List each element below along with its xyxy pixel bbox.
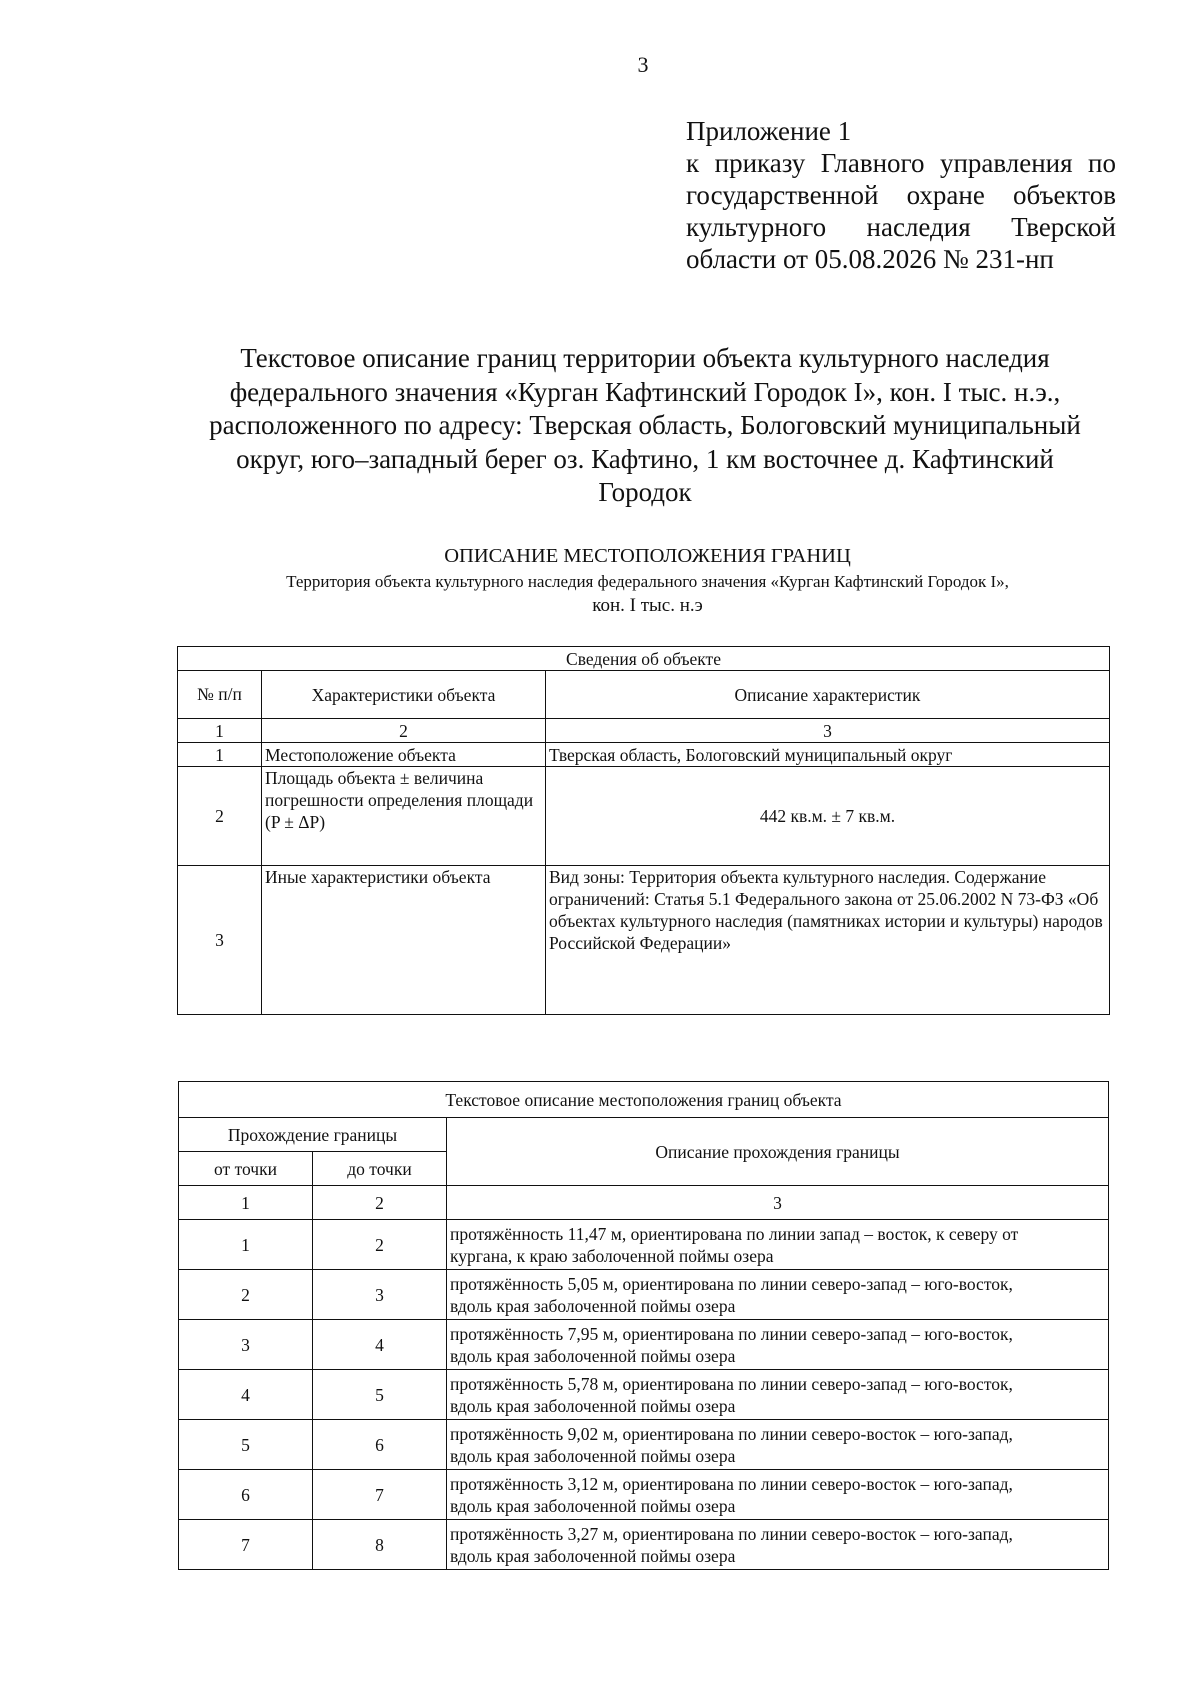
to-point: 3 <box>313 1270 447 1320</box>
object-info-table <box>177 646 1110 1015</box>
characteristic-cell: Местоположение объекта <box>262 743 546 767</box>
column-number: 3 <box>447 1186 1109 1220</box>
table-caption: Сведения об объекте <box>178 647 1110 671</box>
table-row <box>179 1470 1109 1520</box>
description-line: вдоль края заболоченной поймы озера <box>450 1495 736 1516</box>
description-cell <box>447 1220 1109 1270</box>
appendix-line: культурного наследия Тверской <box>686 212 1116 242</box>
title-line: Городок <box>598 477 692 507</box>
description-line: протяжённость 5,05 м, ориентирована по линии северо-запад – юго-восток, <box>450 1273 1013 1294</box>
column-header: Описание характеристик <box>546 671 1110 719</box>
table-row <box>179 1220 1109 1270</box>
description-cell <box>447 1270 1109 1320</box>
characteristic-cell: Иные характеристики объекта <box>262 866 546 1015</box>
title-line: расположенного по адресу: Тверская область, Бологовский муниципальный <box>209 410 1081 440</box>
table-row <box>179 1420 1109 1470</box>
to-point: 4 <box>313 1320 447 1370</box>
to-point: 2 <box>313 1220 447 1270</box>
description-cell <box>447 1470 1109 1520</box>
from-point: 7 <box>179 1520 313 1570</box>
boundary-description-table <box>178 1081 1109 1570</box>
characteristic-cell: Площадь объекта ± величина погрешности определения площади (P ± ΔP) <box>262 767 546 866</box>
table-row <box>179 1520 1109 1570</box>
description-cell <box>447 1320 1109 1370</box>
subtitle-line: Территория объекта культурного наследия федерального значения «Курган Кафтинский Городок I», <box>286 572 1009 591</box>
description-line: вдоль края заболоченной поймы озера <box>450 1545 736 1566</box>
to-point: 7 <box>313 1470 447 1520</box>
column-header: № п/п <box>178 671 262 719</box>
row-number: 1 <box>178 743 262 767</box>
table-row <box>178 866 1110 1015</box>
section-heading: ОПИСАНИЕ МЕСТОПОЛОЖЕНИЯ ГРАНИЦ <box>444 545 851 567</box>
column-number: 1 <box>178 719 262 743</box>
to-point: 8 <box>313 1520 447 1570</box>
description-line: протяжённость 7,95 м, ориентирована по линии северо-запад – юго-восток, <box>450 1323 1013 1344</box>
description-cell: Тверская область, Бологовский муниципальный округ <box>546 743 1110 767</box>
page-number: 3 <box>637 52 649 77</box>
from-point: 4 <box>179 1370 313 1420</box>
description-cell <box>447 1370 1109 1420</box>
table-row <box>178 767 1110 866</box>
from-point: 5 <box>179 1420 313 1470</box>
row-number: 2 <box>178 767 262 866</box>
group-header: Прохождение границы <box>179 1118 447 1152</box>
description-line: вдоль края заболоченной поймы озера <box>450 1395 736 1416</box>
column-header: Характеристики объекта <box>262 671 546 719</box>
from-point: 6 <box>179 1470 313 1520</box>
description-line: вдоль края заболоченной поймы озера <box>450 1345 736 1366</box>
description-line: вдоль края заболоченной поймы озера <box>450 1445 736 1466</box>
appendix-line: области от 05.08.2026 № 231-нп <box>686 244 1054 274</box>
table-row <box>178 743 1110 767</box>
description-line: протяжённость 9,02 м, ориентирована по линии северо-восток – юго-запад, <box>450 1423 1013 1444</box>
column-header: Описание прохождения границы <box>447 1118 1109 1186</box>
section-subtitle <box>180 570 1115 618</box>
description-line: вдоль края заболоченной поймы озера <box>450 1295 736 1316</box>
column-number: 1 <box>179 1186 313 1220</box>
title-line: федерального значения «Курган Кафтинский Городок I», кон. I тыс. н.э., <box>229 376 1061 407</box>
column-header: до точки <box>313 1152 447 1186</box>
description-cell <box>447 1420 1109 1470</box>
description-cell: 442 кв.м. ± 7 кв.м. <box>546 767 1110 866</box>
description-line: протяжённость 3,27 м, ориентирована по линии северо-восток – юго-запад, <box>450 1523 1013 1544</box>
subtitle-line: кон. I тыс. н.э <box>592 595 703 616</box>
from-point: 3 <box>179 1320 313 1370</box>
description-line: кургана, к краю заболоченной поймы озера <box>450 1245 774 1266</box>
column-header: от точки <box>179 1152 313 1186</box>
description-cell <box>447 1520 1109 1570</box>
table-row <box>179 1320 1109 1370</box>
document-title <box>160 342 1130 510</box>
appendix-line: Приложение 1 <box>686 116 852 146</box>
description-cell: Вид зоны: Территория объекта культурного наследия. Содержание ограничений: Статья 5.1 Федерального закона от 25.06.2002 N 73-ФЗ «Об объектах культурного наследия (памятниках истории и культуры) народов Российской Федерации» <box>546 866 1110 1015</box>
from-point: 2 <box>179 1270 313 1320</box>
row-number: 3 <box>178 866 262 1015</box>
description-line: протяжённость 5,78 м, ориентирована по линии северо-запад – юго-восток, <box>450 1373 1013 1394</box>
to-point: 5 <box>313 1370 447 1420</box>
table-row <box>179 1270 1109 1320</box>
column-number: 3 <box>546 719 1110 743</box>
title-line: Текстовое описание границ территории объекта культурного наследия <box>240 343 1050 373</box>
description-line: протяжённость 11,47 м, ориентирована по линии запад – восток, к северу от <box>450 1223 1019 1244</box>
column-number: 2 <box>262 719 546 743</box>
table-row <box>179 1370 1109 1420</box>
title-line: округ, юго–западный берег оз. Кафтино, 1 км восточнее д. Кафтинский <box>236 443 1054 474</box>
from-point: 1 <box>179 1220 313 1270</box>
to-point: 6 <box>313 1420 447 1470</box>
description-line: протяжённость 3,12 м, ориентирована по линии северо-восток – юго-запад, <box>450 1473 1013 1494</box>
appendix-line: к приказу Главного управления по <box>686 148 1116 178</box>
appendix-block <box>686 115 1116 275</box>
appendix-line: государственной охране объектов <box>686 180 1116 210</box>
table-caption: Текстовое описание местоположения границ объекта <box>179 1082 1109 1118</box>
column-number: 2 <box>313 1186 447 1220</box>
